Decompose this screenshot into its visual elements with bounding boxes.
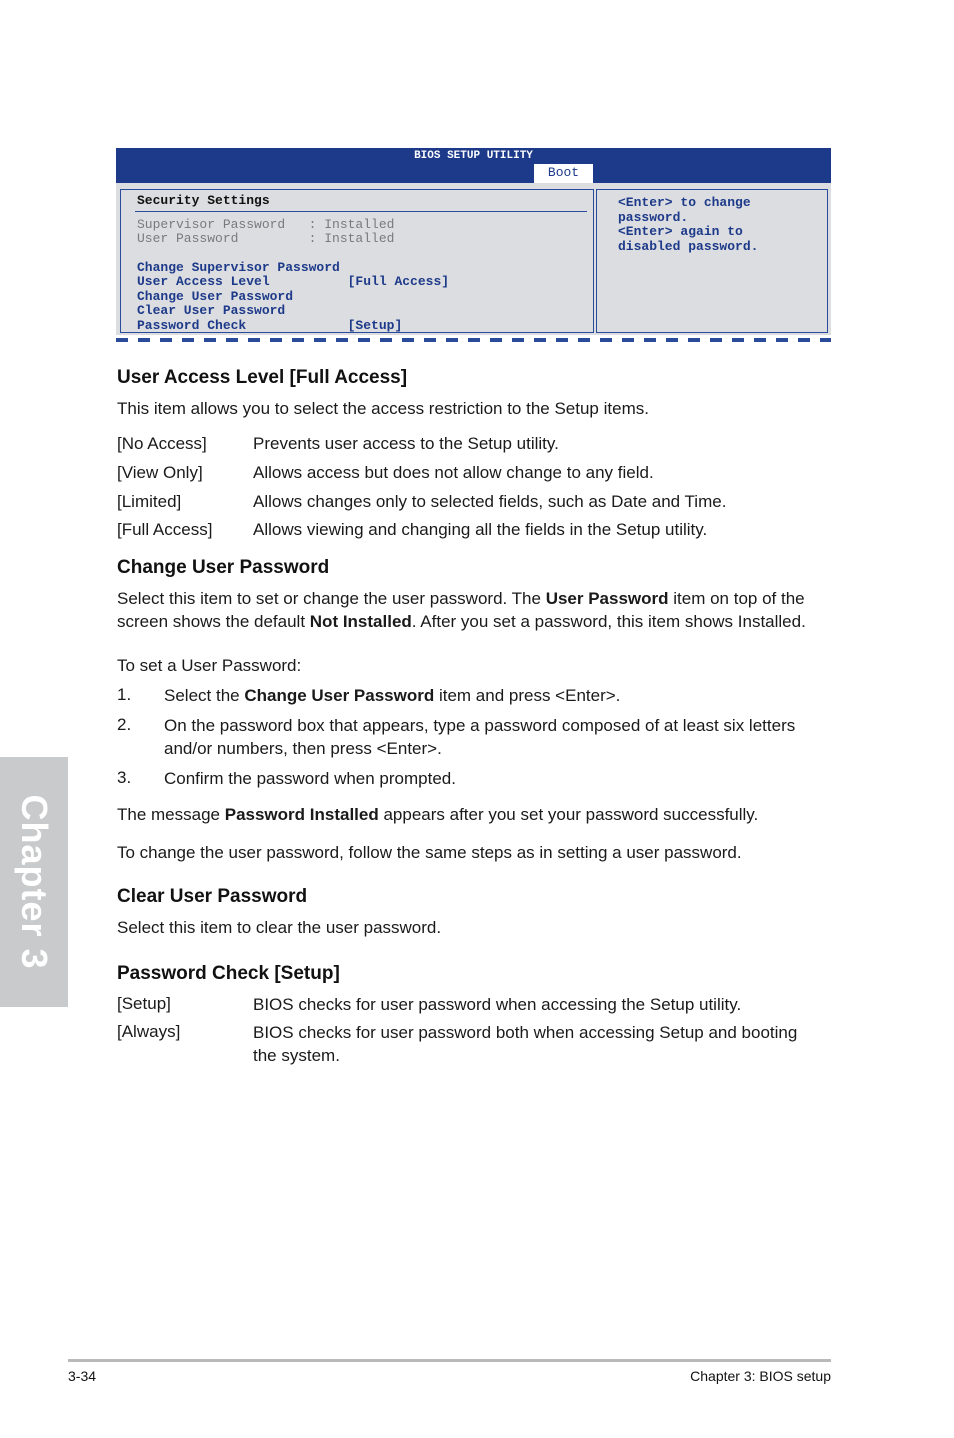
- option-term-setup: [Setup]: [117, 994, 171, 1013]
- bios-screenshot: [116, 148, 831, 348]
- footer-chapter-title: Chapter 3: BIOS setup: [690, 1368, 831, 1384]
- footer-page-number: 3-34: [68, 1368, 97, 1384]
- bios-section-title: Security Settings: [137, 193, 270, 208]
- change-pw-paragraph-line2: screen shows the default Not Installed. After you set a password, this item shows Installed.: [117, 612, 806, 631]
- step-3-number: 3.: [117, 768, 132, 787]
- bios-title: BIOS SETUP UTILITY: [414, 150, 533, 162]
- clear-pw-text: Select this item to clear the user password.: [117, 918, 442, 937]
- to-set-password-label: To set a User Password:: [117, 656, 302, 675]
- bios-item-clear-user-password[interactable]: Clear User Password: [137, 303, 286, 318]
- chapter-tab: [0, 757, 68, 1007]
- option-term-view-only: [View Only]: [117, 463, 203, 482]
- bios-body: [116, 183, 831, 335]
- option-desc-always-line1: BIOS checks for user password both when accessing Setup and booting: [253, 1023, 798, 1042]
- step-1-text: Select the Change User Password item and press <Enter>.: [164, 686, 621, 705]
- heading-change-user-password: Change User Password: [117, 557, 330, 578]
- heading-clear-user-password: Clear User Password: [117, 886, 308, 907]
- bios-item-user-access-level[interactable]: User Access Level [Full Access]: [137, 274, 450, 289]
- option-desc-always-line2: the system.: [253, 1046, 340, 1065]
- bios-item-password-check[interactable]: Password Check [Setup]: [137, 318, 403, 333]
- step-3-text: Confirm the password when prompted.: [164, 769, 456, 788]
- step-2-text-line2: and/or numbers, then press <Enter>.: [164, 739, 442, 758]
- bios-tab-boot[interactable]: Boot: [534, 164, 593, 183]
- change-pw-paragraph-line1: Select this item to set or change the user password. The User Password item on top of the: [117, 589, 805, 608]
- change-password-note: To change the user password, follow the same steps as in setting a user password.: [117, 843, 742, 862]
- option-term-limited: [Limited]: [117, 492, 182, 511]
- option-desc-full-access: Allows viewing and changing all the fields in the Setup utility.: [253, 520, 708, 539]
- step-1-number: 1.: [117, 685, 132, 704]
- heading-user-access-level: User Access Level [Full Access]: [117, 367, 408, 388]
- option-term-no-access: [No Access]: [117, 434, 207, 453]
- chapter-tab-label: Chapter 3: [14, 794, 55, 970]
- password-installed-message: The message Password Installed appears after you set your password successfully.: [117, 805, 759, 824]
- bios-menu-panel: [120, 189, 594, 333]
- bios-separator: [135, 211, 587, 212]
- step-2-text-line1: On the password box that appears, type a password composed of at least six letters: [164, 716, 796, 735]
- bios-help-panel: [596, 189, 828, 333]
- bios-status-user: User Password : Installed: [137, 231, 395, 246]
- option-term-always: [Always]: [117, 1022, 181, 1041]
- user-access-intro: This item allows you to select the access restriction to the Setup items.: [117, 399, 649, 418]
- option-desc-view-only: Allows access but does not allow change to any field.: [253, 463, 654, 482]
- bios-dashed-border: [116, 338, 831, 342]
- step-2-number: 2.: [117, 715, 132, 734]
- bios-item-change-supervisor[interactable]: Change Supervisor Password: [137, 260, 340, 275]
- option-term-full-access: [Full Access]: [117, 520, 213, 539]
- option-desc-no-access: Prevents user access to the Setup utility.: [253, 434, 559, 453]
- option-desc-limited: Allows changes only to selected fields, such as Date and Time.: [253, 492, 727, 511]
- heading-password-check: Password Check [Setup]: [117, 963, 340, 984]
- option-desc-setup: BIOS checks for user password when accessing the Setup utility.: [253, 995, 742, 1014]
- bios-help-text: <Enter> to change password. <Enter> again to disabled password.: [618, 195, 759, 254]
- bios-header: [116, 148, 831, 183]
- footer-rule: [68, 1359, 831, 1362]
- bios-status-supervisor: Supervisor Password : Installed: [137, 217, 395, 232]
- bios-item-change-user-password[interactable]: Change User Password: [137, 289, 294, 304]
